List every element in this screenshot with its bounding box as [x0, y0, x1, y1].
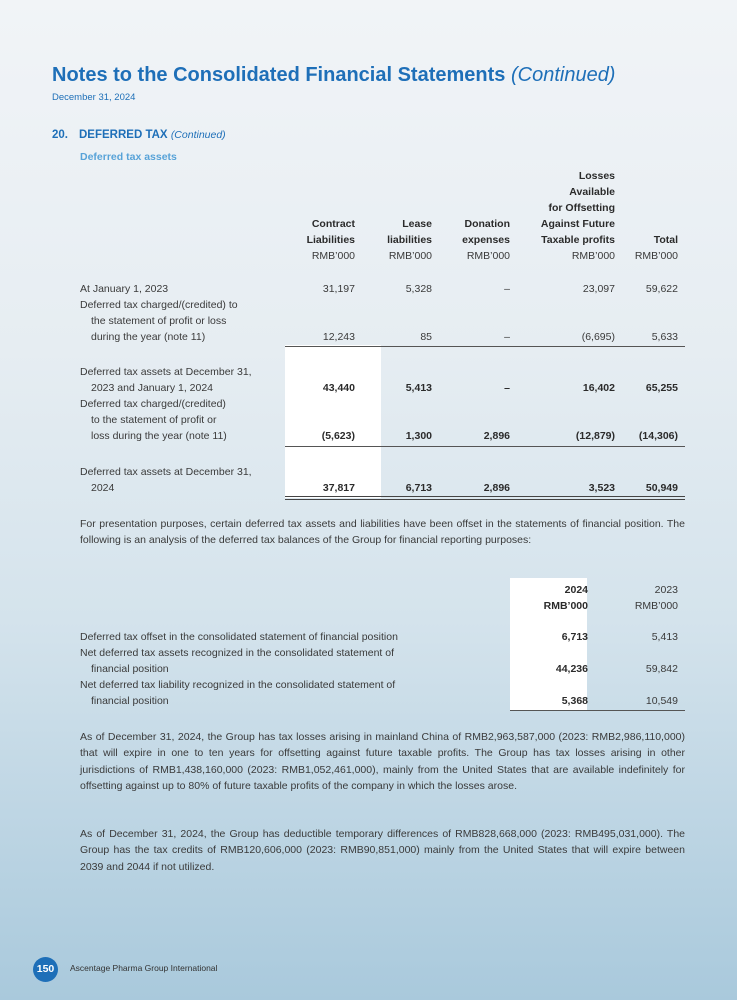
- cell-dec2024-losses: 3,523: [588, 482, 615, 494]
- row-label-liability: Net deferred tax liability recognized in the consolidated statement of financial position: [80, 679, 396, 707]
- cell-dec2023-donation: –: [504, 382, 510, 394]
- cell-dec2024-lease: 6,713: [405, 482, 432, 494]
- section-continued: (Continued): [170, 129, 226, 141]
- row-label-dec2024: Deferred tax assets at December 31, 2024: [80, 466, 252, 494]
- row-label-charged2024: Deferred tax charged/(credited) to the statement of profit or loss during the year (note 11): [80, 398, 227, 442]
- cell-dec2023-contract: 43,440: [322, 382, 355, 394]
- cell-jan2023-contract: 31,197: [322, 283, 355, 295]
- cell-liability-2024: 5,368: [561, 695, 588, 707]
- header-losses: Losses Available for Offsetting Against Future Taxable profits RMB’000: [540, 170, 615, 262]
- page-title-text: Notes to the Consolidated Financial Statements: [52, 64, 506, 86]
- cell-charged2024-donation: 2,896: [483, 430, 510, 442]
- section-subtitle: Deferred tax assets: [80, 151, 177, 163]
- row-label-jan2023: At January 1, 2023: [80, 283, 169, 295]
- page-title: [52, 64, 615, 87]
- cell-charged2023-donation: –: [504, 331, 510, 343]
- header-contract: Contract Liabilities RMB’000: [306, 218, 355, 262]
- cell-dec2024-contract: 37,817: [322, 482, 355, 494]
- header-2024: 2024 RMB’000: [543, 584, 588, 612]
- cell-charged2023-lease: 85: [420, 331, 432, 343]
- header-total: Total RMB’000: [634, 234, 678, 262]
- page-date: December 31, 2024: [52, 92, 136, 103]
- section-number: 20.: [52, 129, 68, 141]
- cell-jan2023-lease: 5,328: [405, 283, 432, 295]
- cell-assets-2023: 59,842: [645, 663, 678, 675]
- section-title: DEFERRED TAX: [79, 129, 168, 141]
- double-rule-line: [285, 496, 685, 500]
- header-lease: Lease liabilities RMB’000: [387, 218, 432, 262]
- company-name: Ascentage Pharma Group International: [70, 963, 218, 973]
- cell-charged2023-total: 5,633: [651, 331, 678, 343]
- header-donation: Donation expenses RMB’000: [462, 218, 510, 262]
- presentation-paragraph: For presentation purposes, certain deferred tax assets and liabilities have been offset in the statements of financial position. The following is an analysis of the deferred tax balances of the Group for financial reporting purposes:: [80, 518, 685, 547]
- cell-assets-2024: 44,236: [555, 663, 588, 675]
- cell-offset-2023: 5,413: [651, 631, 678, 643]
- cell-dec2023-total: 65,255: [645, 382, 678, 394]
- cell-charged2024-total: (14,306): [638, 430, 678, 442]
- page-title-continued: (Continued): [510, 64, 616, 86]
- cell-dec2023-losses: 16,402: [582, 382, 615, 394]
- header-2023: 2023 RMB’000: [634, 584, 678, 612]
- row-label-dec2023: Deferred tax assets at December 31, 2023 and January 1, 2024: [80, 366, 252, 394]
- cell-jan2023-losses: 23,097: [582, 283, 615, 295]
- highlight-panel: [285, 345, 381, 498]
- cell-offset-2024: 6,713: [561, 631, 588, 643]
- rule-line: [285, 446, 685, 447]
- cell-dec2023-lease: 5,413: [405, 382, 432, 394]
- tax-losses-paragraph: As of December 31, 2024, the Group has tax losses arising in mainland China of RMB2,963,587,000 (2023: RMB2,986,110,000) that will expire in one to ten years for offsetting against future taxable profits. The Group has tax losses arising in other jurisdictions of RMB1,438,160,000 (2023: RMB1,052,461,000), mainly from the United States that are available indefinitely for offsetting against up to 80% of future taxable profits of the company in which the losses arose.: [80, 731, 685, 792]
- page-number: 150: [33, 957, 58, 982]
- cell-dec2024-donation: 2,896: [483, 482, 510, 494]
- section-heading: [52, 129, 226, 141]
- cell-charged2024-contract: (5,623): [321, 430, 355, 442]
- rule-line: [285, 346, 685, 347]
- cell-charged2023-losses: (6,695): [581, 331, 615, 343]
- cell-jan2023-donation: –: [504, 283, 510, 295]
- cell-charged2024-losses: (12,879): [575, 430, 615, 442]
- temporary-differences-paragraph: As of December 31, 2024, the Group has deductible temporary differences of RMB828,668,000 (2023: RMB495,031,000). The Group has the tax credits of RMB120,606,000 (2023: RMB90,851,000) mainly from the United States that will expire between 2039 and 2044 if not utilized.: [80, 828, 685, 873]
- cell-charged2023-contract: 12,243: [322, 331, 355, 343]
- cell-liability-2023: 10,549: [645, 695, 678, 707]
- cell-charged2024-lease: 1,300: [405, 430, 432, 442]
- row-label-assets: Net deferred tax assets recognized in the consolidated statement of financial position: [80, 647, 395, 675]
- cell-jan2023-total: 59,622: [645, 283, 678, 295]
- cell-dec2024-total: 50,949: [645, 482, 678, 494]
- row-label-charged2023: Deferred tax charged/(credited) to the statement of profit or loss during the year (note 11): [80, 299, 238, 343]
- row-label-offset: Deferred tax offset in the consolidated statement of financial position: [80, 631, 398, 643]
- rule-line: [510, 710, 685, 711]
